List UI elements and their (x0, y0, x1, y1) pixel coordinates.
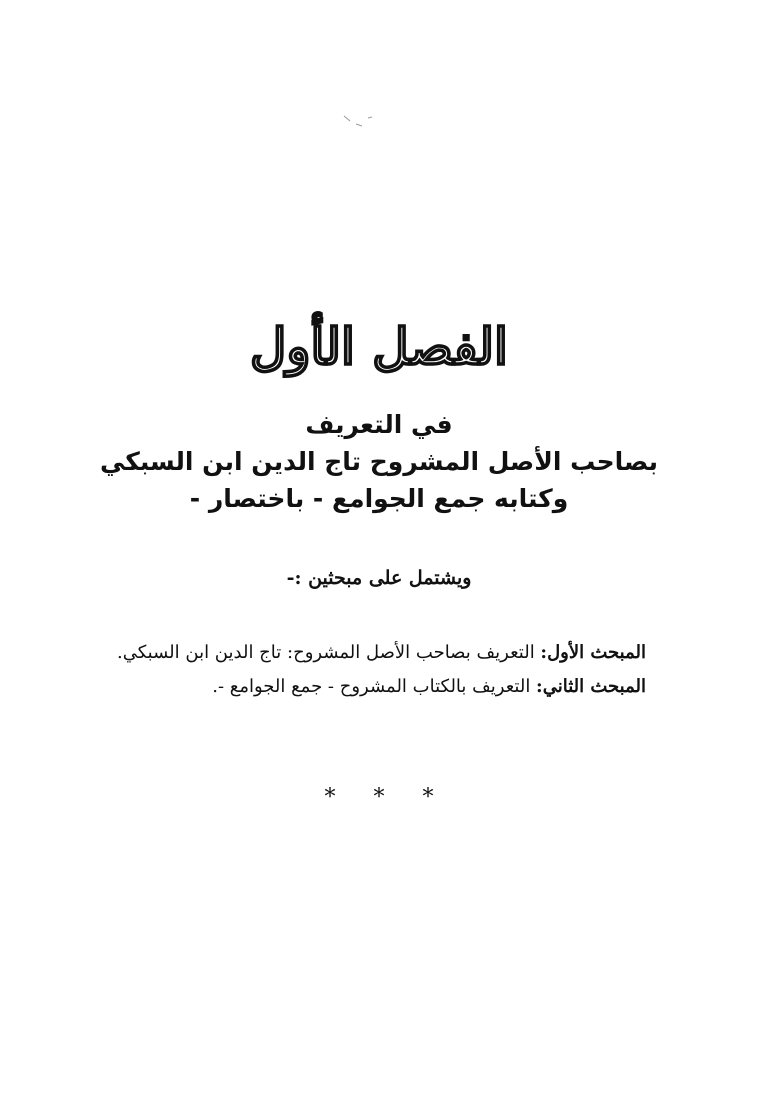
star-icon: * (373, 785, 423, 810)
heading-line-2: بصاحب الأصل المشروح تاج الدين ابن السبكي (100, 447, 658, 476)
chapter-title: الفصل الأول (250, 317, 508, 376)
heading-line-1: في التعريف (305, 410, 453, 439)
asterisk-divider-icon (0, 784, 758, 812)
topic-text: التعريف بالكتاب المشروح - جمع الجوامع -. (212, 676, 537, 697)
topic-label: المبحث الثاني: (536, 676, 646, 697)
scan-mark-icon (342, 112, 376, 130)
star-icon: * (324, 785, 374, 810)
intro-text: ويشتمل على مبحثين :- (286, 567, 472, 589)
star-icon: * (422, 785, 472, 810)
topics-list (117, 636, 646, 704)
heading-line-3: وكتابه جمع الجوامع - باختصار - (189, 484, 569, 513)
topic-item-2 (117, 670, 646, 704)
topic-text: التعريف بصاحب الأصل المشروح: تاج الدين ابن السبكي. (117, 642, 541, 663)
section-heading (0, 406, 758, 517)
topic-label: المبحث الأول: (540, 642, 646, 663)
topic-item-1 (117, 636, 646, 670)
